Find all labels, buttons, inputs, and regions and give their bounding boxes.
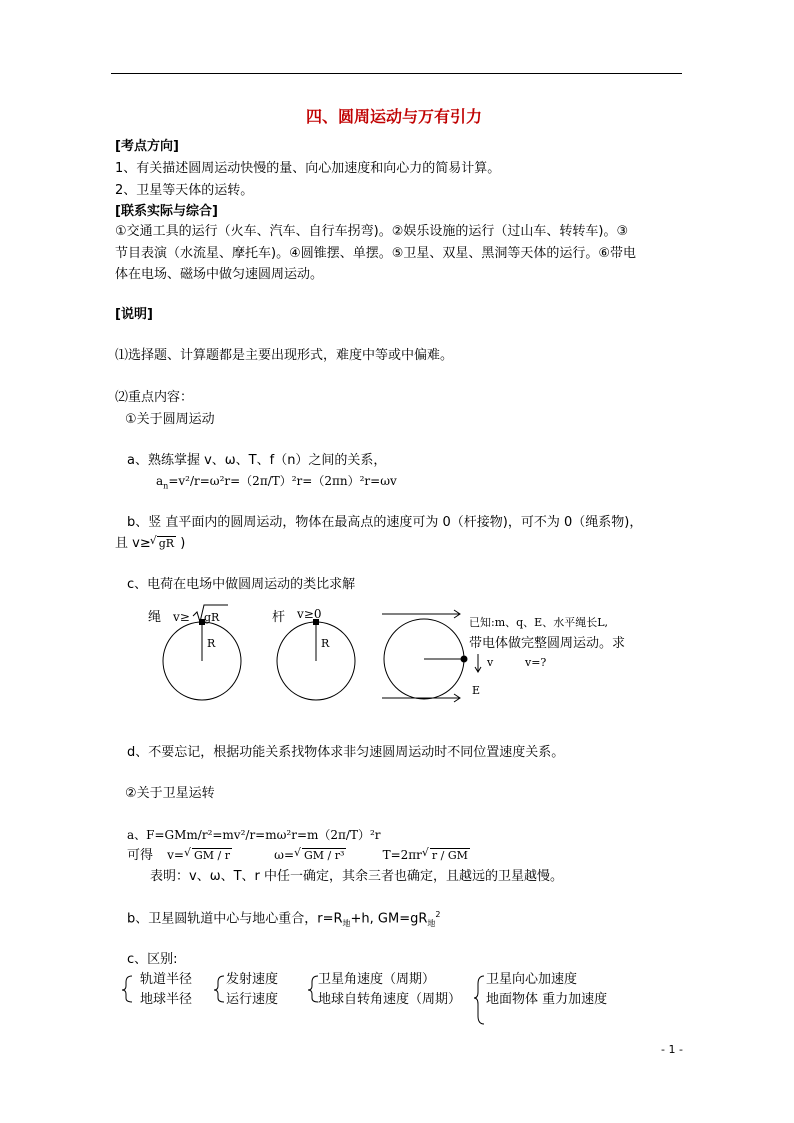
qubie-g1-top: 轨道半径 — [140, 972, 193, 987]
sat-a-formula: a、F=GMm/r²=mv²/r=mω²r=m（2π/T）²r — [127, 828, 381, 842]
brace-2 — [214, 976, 224, 1002]
qubie-g2-top: 发射速度 — [226, 972, 279, 987]
qubie-g3-bottom: 地球自转角速度（周期） — [318, 992, 462, 1007]
lianxi-heading: [联系实际与综合] — [115, 204, 218, 219]
brace-4 — [474, 976, 484, 1024]
velocity-question: v=? — [525, 656, 547, 669]
rope-R-label: R — [207, 637, 216, 650]
lianxi-line-2: 节目表演（水流星、摩托车)。④圆锥摆、单摆。⑤卫星、双星、黑洞等天体的运行。⑥带电 — [115, 246, 637, 261]
sat-c-text: c、区别: — [127, 952, 178, 967]
shuoming-p1: ⑴选择题、计算题都是主要出现形式，难度中等或中偏难。 — [115, 348, 454, 363]
page-title: 四、圆周运动与万有引力 — [306, 107, 483, 126]
velocity-label: v — [487, 656, 494, 669]
header-rule — [111, 73, 682, 74]
rod-v-label: v≥0 — [297, 607, 322, 621]
lianxi-line-3: 体在电场、磁场中做匀速圆周运动。 — [115, 267, 324, 282]
sat-derived-line: 可得 v= √ GM / r ω= √ GM / r³ T=2πr √ r / GM — [127, 846, 468, 863]
item-a-text: a、熟练掌握 v、ω、T、f（n）之间的关系， — [127, 453, 387, 468]
qubie-g4-top: 卫星向心加速度 — [486, 972, 578, 987]
rod-label: 杆 — [272, 610, 286, 625]
lianxi-line-1: ①交通工具的运行（火车、汽车、自行车拐弯)。②娱乐设施的运行（过山车、转转车)。③ — [115, 224, 629, 239]
page-number: - 1 - — [661, 1043, 683, 1056]
kaodian-item-1: 1、有关描述圆周运动快慢的量、向心加速度和向心力的简易计算。 — [115, 161, 501, 176]
sat-b-line: b、卫星圆轨道中心与地心重合，$r=R_地+h$, $GM=gR_地^2$ — [127, 910, 441, 928]
item-a-formula: $a_n=v^2/r=\omega^2r=(2\pi/T)^2r=(2\pi n)^2r=\omega v$ — [156, 474, 397, 491]
rope-label: 绳 — [148, 610, 162, 625]
sat-note: 表明：v、ω、T、r 中任一确定，其余三者也确定，且越远的卫星越慢。 — [150, 869, 563, 884]
qubie-g1-bottom: 地球半径 — [140, 992, 193, 1007]
kaodian-heading: [考点方向] — [115, 139, 179, 154]
item-b-line1: b、竖 直平面内的圆周运动，物体在最高点的速度可为 0（杆接物)，可不为 0（绳系物)， — [127, 515, 643, 530]
known-line-1: 已知:m、q、E、水平绳长L, — [469, 616, 609, 629]
known-line-2: 带电体做完整圆周运动。求 — [469, 636, 626, 651]
qubie-g3-top: 卫星角速度（周期） — [318, 972, 436, 987]
rope-radicand: gR — [204, 611, 220, 624]
brace-1 — [122, 976, 132, 1002]
item-d-text: d、不要忘记，根据功能关系找物体求非匀速圆周运动时不同位置速度关系。 — [127, 745, 565, 760]
field-E-label: E — [472, 684, 481, 697]
shuoming-p2: ⑵重点内容： — [115, 390, 194, 405]
kaodian-item-2: 2、卫星等天体的运转。 — [115, 183, 254, 198]
rod-R-label: R — [321, 637, 330, 650]
charged-body — [461, 656, 468, 663]
qubie-g2-bottom: 运行速度 — [226, 992, 279, 1007]
sub-circular-motion: ①关于圆周运动 — [125, 412, 215, 427]
item-c-text: c、电荷在电场中做圆周运动的类比求解 — [127, 577, 356, 592]
brace-3 — [308, 976, 318, 1002]
rope-v-label: v≥ — [173, 610, 190, 624]
qubie-g4-bottom: 地面物体 重力加速度 — [486, 992, 608, 1007]
item-b-line2: 且 v≥ √ gR ) — [115, 534, 186, 551]
sub-satellite: ②关于卫星运转 — [125, 786, 215, 801]
shuoming-heading: [说明] — [115, 307, 153, 322]
